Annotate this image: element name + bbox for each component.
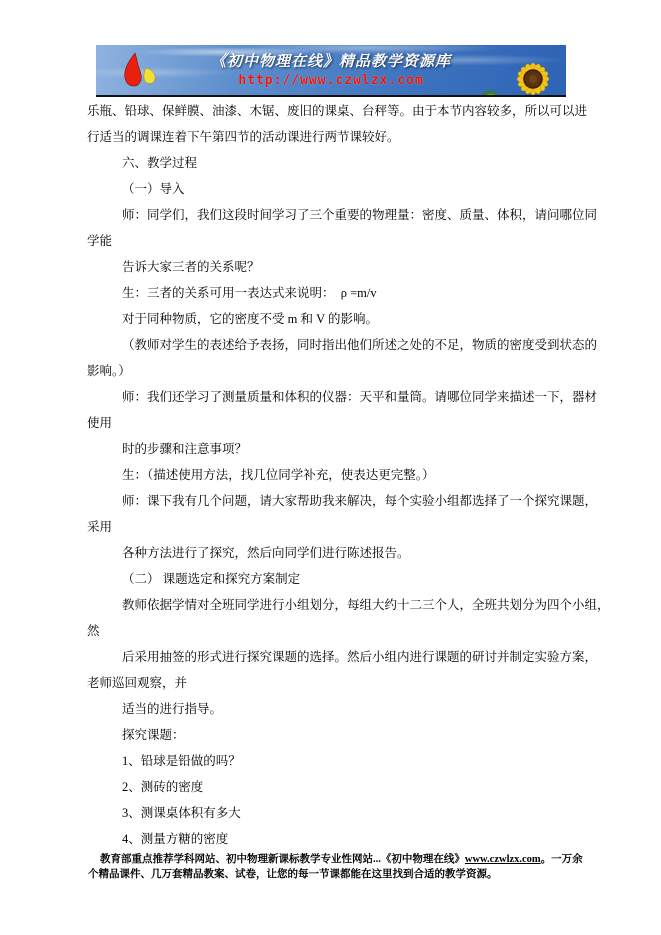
text-line: 教师依据学情对全班同学进行小组划分，每组大约十二三个人，全班共划分为四个小组，: [122, 598, 610, 612]
footer-site-link[interactable]: www.czwlzx.com: [464, 854, 541, 865]
text-line: 老师巡回观察，并: [87, 676, 188, 690]
text-line: 师：同学们，我们这段时间学习了三个重要的物理量：密度、质量、体积，请问哪位同: [122, 208, 598, 222]
site-banner: [96, 45, 566, 97]
banner-url-link[interactable]: http://www.czwlzx.com: [238, 73, 424, 88]
text-line: 适当的进行指导。: [122, 702, 223, 716]
text-line: （教师对学生的表述给予表扬，同时指出他们所述之处的不足，物质的密度受到状态的: [122, 338, 598, 352]
banner-title: 《初中物理在线》精品教学资源库: [210, 54, 451, 70]
text-line: 3、测课桌体积有多大: [122, 806, 241, 820]
footer-line-2: 个精品课件、几万套精品教案、试卷，让您的每一节课都能在这里找到合适的教学资源。: [88, 869, 498, 880]
text-line: 4、测量方糖的密度: [122, 832, 229, 846]
text-line: 使用: [87, 416, 113, 430]
text-line: 学能: [87, 234, 113, 248]
text-line: 生：（描述使用方法，找几位同学补充，使表达更完整。）: [122, 468, 435, 482]
text-line: 告诉大家三者的关系呢？: [122, 260, 260, 274]
footer-line-1: [88, 852, 588, 867]
footer-text-post: 。一万余: [540, 854, 583, 865]
page-footer: [88, 852, 588, 882]
text-line: 师：课下我有几个问题，请大家帮助我来解决，每个实验小组都选择了一个探究课题，: [122, 494, 598, 508]
text-line: 乐瓶、铅球、保鲜膜、油漆、木锯、废旧的课桌、台秤等。由于本节内容较多，所以可以进: [87, 104, 588, 118]
document-body: [87, 98, 610, 852]
text-line: 时的步骤和注意事项？: [122, 442, 248, 456]
text-line: 各种方法进行了探究，然后向同学们进行陈述报告。: [122, 546, 410, 560]
footer-text-pre: 教育部重点推荐学科网站、初中物理新课标教学专业性网站...《初中物理在线》: [100, 854, 465, 865]
text-line: 然: [87, 624, 100, 638]
text-line: 探究课题：: [122, 728, 185, 742]
text-line: 六、教学过程: [122, 156, 198, 170]
text-line: 行适当的调课连着下午第四节的活动课进行两节课较好。: [87, 130, 400, 144]
text-line: 后采用抽签的形式进行探究课题的选择。然后小组内进行课题的研讨并制定实验方案，: [122, 650, 598, 664]
text-line: 生：三者的关系可用一表达式来说明： ρ =m/v: [122, 286, 377, 300]
text-line: （二） 课题选定和探究方案制定: [122, 572, 301, 586]
leaf-icon: [478, 84, 500, 97]
text-line: 1、铅球是铅做的吗？: [122, 754, 241, 768]
text-line: （一）导入: [122, 182, 185, 196]
text-line: 影响。）: [87, 364, 131, 378]
sunflower-icon: [500, 49, 562, 97]
text-line: 2、测砖的密度: [122, 780, 204, 794]
banner-text-block: [96, 45, 566, 88]
text-line: 采用: [87, 520, 113, 534]
text-line: 对于同种物质，它的密度不受 m 和 V 的影响。: [122, 312, 379, 326]
text-line: 师：我们还学习了测量质量和体积的仪器：天平和量筒。请哪位同学来描述一下，器材: [122, 390, 598, 404]
